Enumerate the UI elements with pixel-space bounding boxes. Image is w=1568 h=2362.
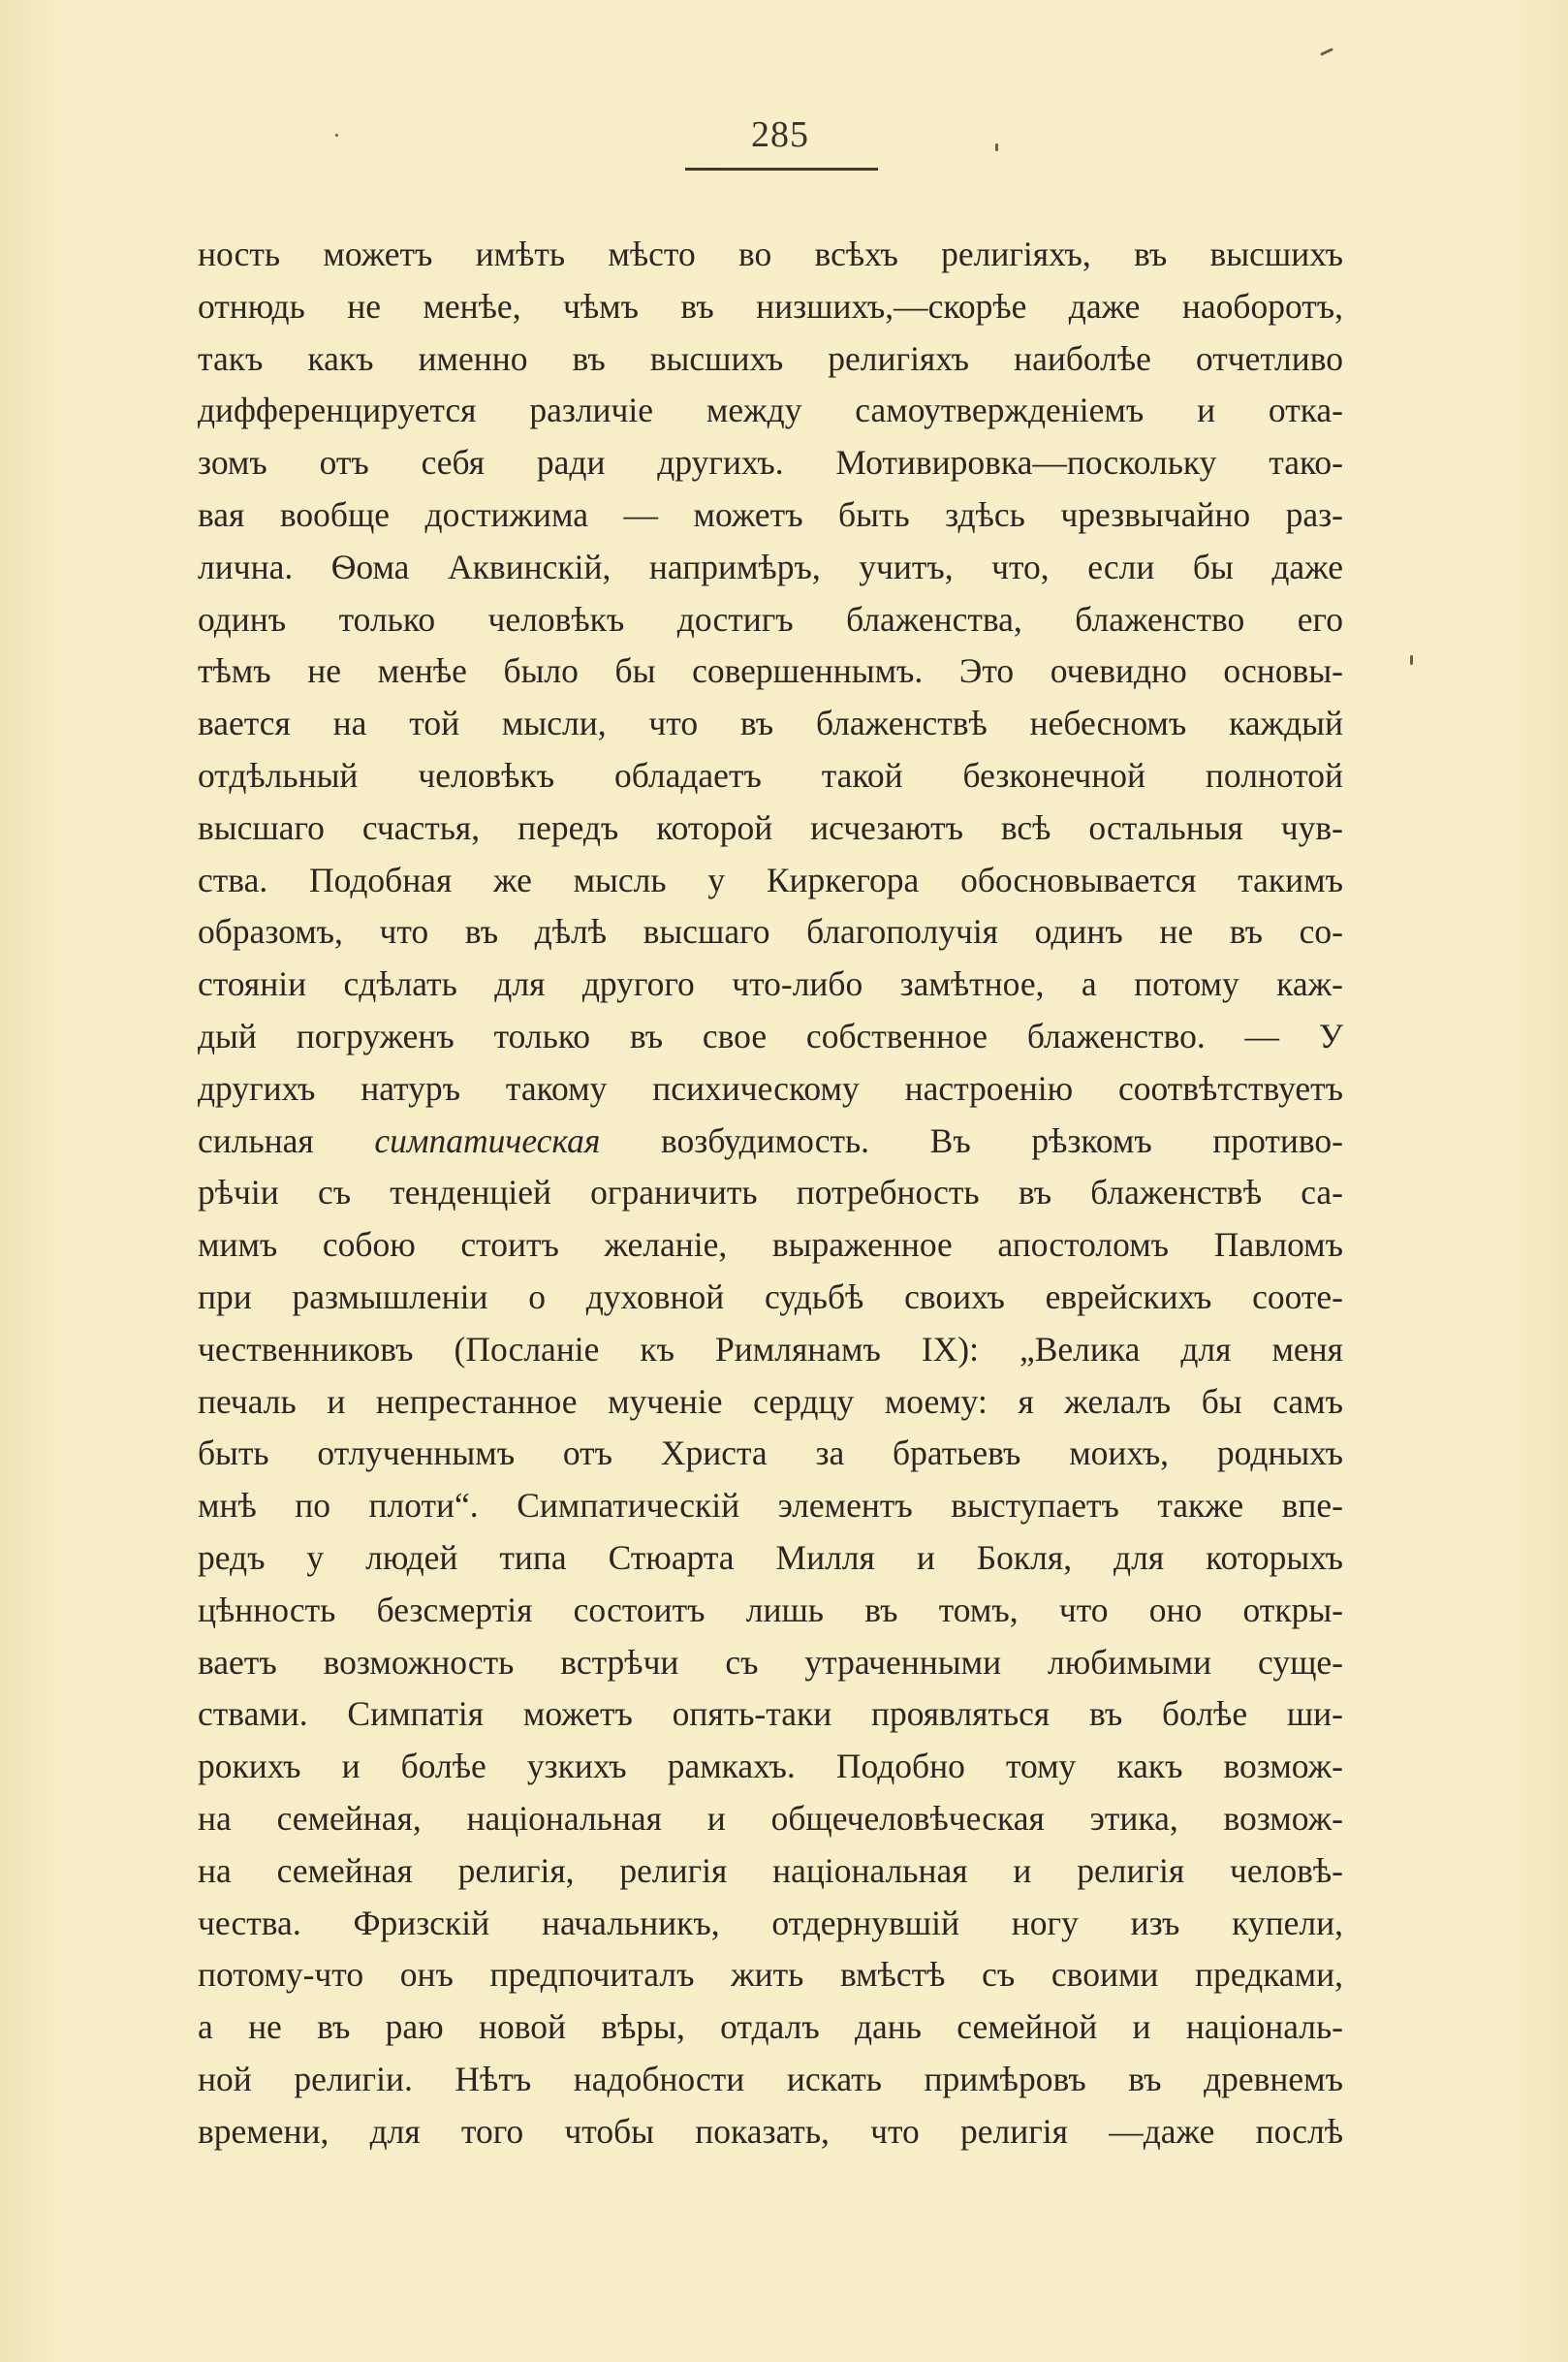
text-line: потому-что онъ предпочиталъ жить вмѣстѣ съ своими предками, [198, 1955, 1343, 1995]
text-line: при размышленіи о духовной судьбѣ своихъ еврейскихъ сооте- [198, 1276, 1343, 1316]
text-line: на семейная религія, религія національная и религія человѣ- [198, 1850, 1343, 1890]
text-line: времени, для того чтобы показать, что религія —даже послѣ [198, 2111, 1343, 2151]
text-line: редъ у людей типа Стюарта Милля и Бокля, для которыхъ [198, 1537, 1343, 1577]
header-rule [685, 168, 878, 171]
text-line: стояніи сдѣлать для другого что-либо замѣтное, а потому каж- [198, 964, 1343, 1004]
text-line: мимъ собою стоитъ желаніе, выраженное апостоломъ Павломъ [198, 1225, 1343, 1265]
text-line: быть отлученнымъ отъ Христа за братьевъ моихъ, родныхъ [198, 1433, 1343, 1473]
text-line: печаль и непрестанное мученіе сердцу моему: я желалъ бы самъ [198, 1381, 1343, 1421]
text-line: ства. Подобная же мысль у Киркегора обосновывается такимъ [198, 860, 1343, 899]
text-line [198, 1116, 1343, 1168]
text-line: вая вообще достижима — можетъ быть здѣсь чрезвычайно раз- [198, 494, 1343, 534]
text-line: а не въ раю новой вѣры, отдалъ дань семейной и національ- [198, 2007, 1343, 2047]
text-segment: возбудимость. Въ рѣзкомъ противо- [600, 1120, 1343, 1160]
italic-emphasis: симпатическая [374, 1120, 601, 1160]
ink-speck [995, 143, 998, 151]
text-line: дый погруженъ только въ свое собственное блаженство. — У [198, 1016, 1343, 1055]
ink-speck [1410, 655, 1413, 665]
text-line: ность можетъ имѣть мѣсто во всѣхъ религіяхъ, въ высшихъ [198, 235, 1343, 273]
text-line: цѣнность безсмертія состоитъ лишь въ томъ, что оно откры- [198, 1590, 1343, 1629]
text-line: ствами. Симпатія можетъ опять-таки проявляться въ болѣе ши- [198, 1694, 1343, 1734]
text-line: рокихъ и болѣе узкихъ рамкахъ. Подобно тому какъ возмож- [198, 1747, 1343, 1786]
text-line: ной религіи. Нѣтъ надобности искать примѣровъ въ древнемъ [198, 2059, 1343, 2098]
text-line: мнѣ по плоти“. Симпатическій элементъ выступаетъ также впе- [198, 1486, 1343, 1526]
page-number: 285 [751, 114, 809, 155]
text-line: зомъ отъ себя ради другихъ. Мотивировка—поскольку тако- [198, 443, 1343, 483]
text-line: образомъ, что въ дѣлѣ высшаго благополучія одинъ не въ со- [198, 912, 1343, 952]
text-line: на семейная, національная и общечеловѣческая этика, возмож- [198, 1798, 1343, 1838]
text-line: такъ какъ именно въ высшихъ религіяхъ наиболѣе отчетливо [198, 338, 1343, 378]
ink-speck [1320, 47, 1333, 56]
text-line: тѣмъ не менѣе было бы совершеннымъ. Это очевидно основы- [198, 651, 1343, 691]
text-line: высшаго счастья, передъ которой исчезаютъ всѣ остальныя чув- [198, 807, 1343, 847]
text-line: ваетъ возможность встрѣчи съ утраченными любимыми суще- [198, 1642, 1343, 1682]
ink-speck [335, 134, 338, 137]
text-line: лична. Ѳома Аквинскій, напримѣръ, учитъ, что, если бы даже [198, 547, 1343, 586]
text-line: чества. Фризскій начальникъ, отдернувшій ногу изъ купели, [198, 1903, 1343, 1942]
text-line: рѣчіи съ тенденціей ограничить потребность въ блаженствѣ са- [198, 1173, 1343, 1212]
text-line: другихъ натуръ такому психическому настроенію соотвѣтствуетъ [198, 1068, 1343, 1108]
text-line: чественниковъ (Посланіе къ Римлянамъ IX): „Велика для меня [198, 1329, 1343, 1369]
text-segment: сильная [198, 1120, 375, 1160]
body-text [198, 229, 1343, 2157]
text-line: отдѣльный человѣкъ обладаетъ такой безконечной полнотой [198, 755, 1343, 795]
text-line: дифференцируется различіе между самоутвержденіемъ и отка- [198, 391, 1343, 430]
text-line: отнюдь не менѣе, чѣмъ въ низшихъ,—скорѣе даже наоборотъ, [198, 286, 1343, 326]
text-line: одинъ только человѣкъ достигъ блаженства, блаженство его [198, 599, 1343, 639]
text-line: вается на той мысли, что въ блаженствѣ небесномъ каждый [198, 704, 1343, 743]
